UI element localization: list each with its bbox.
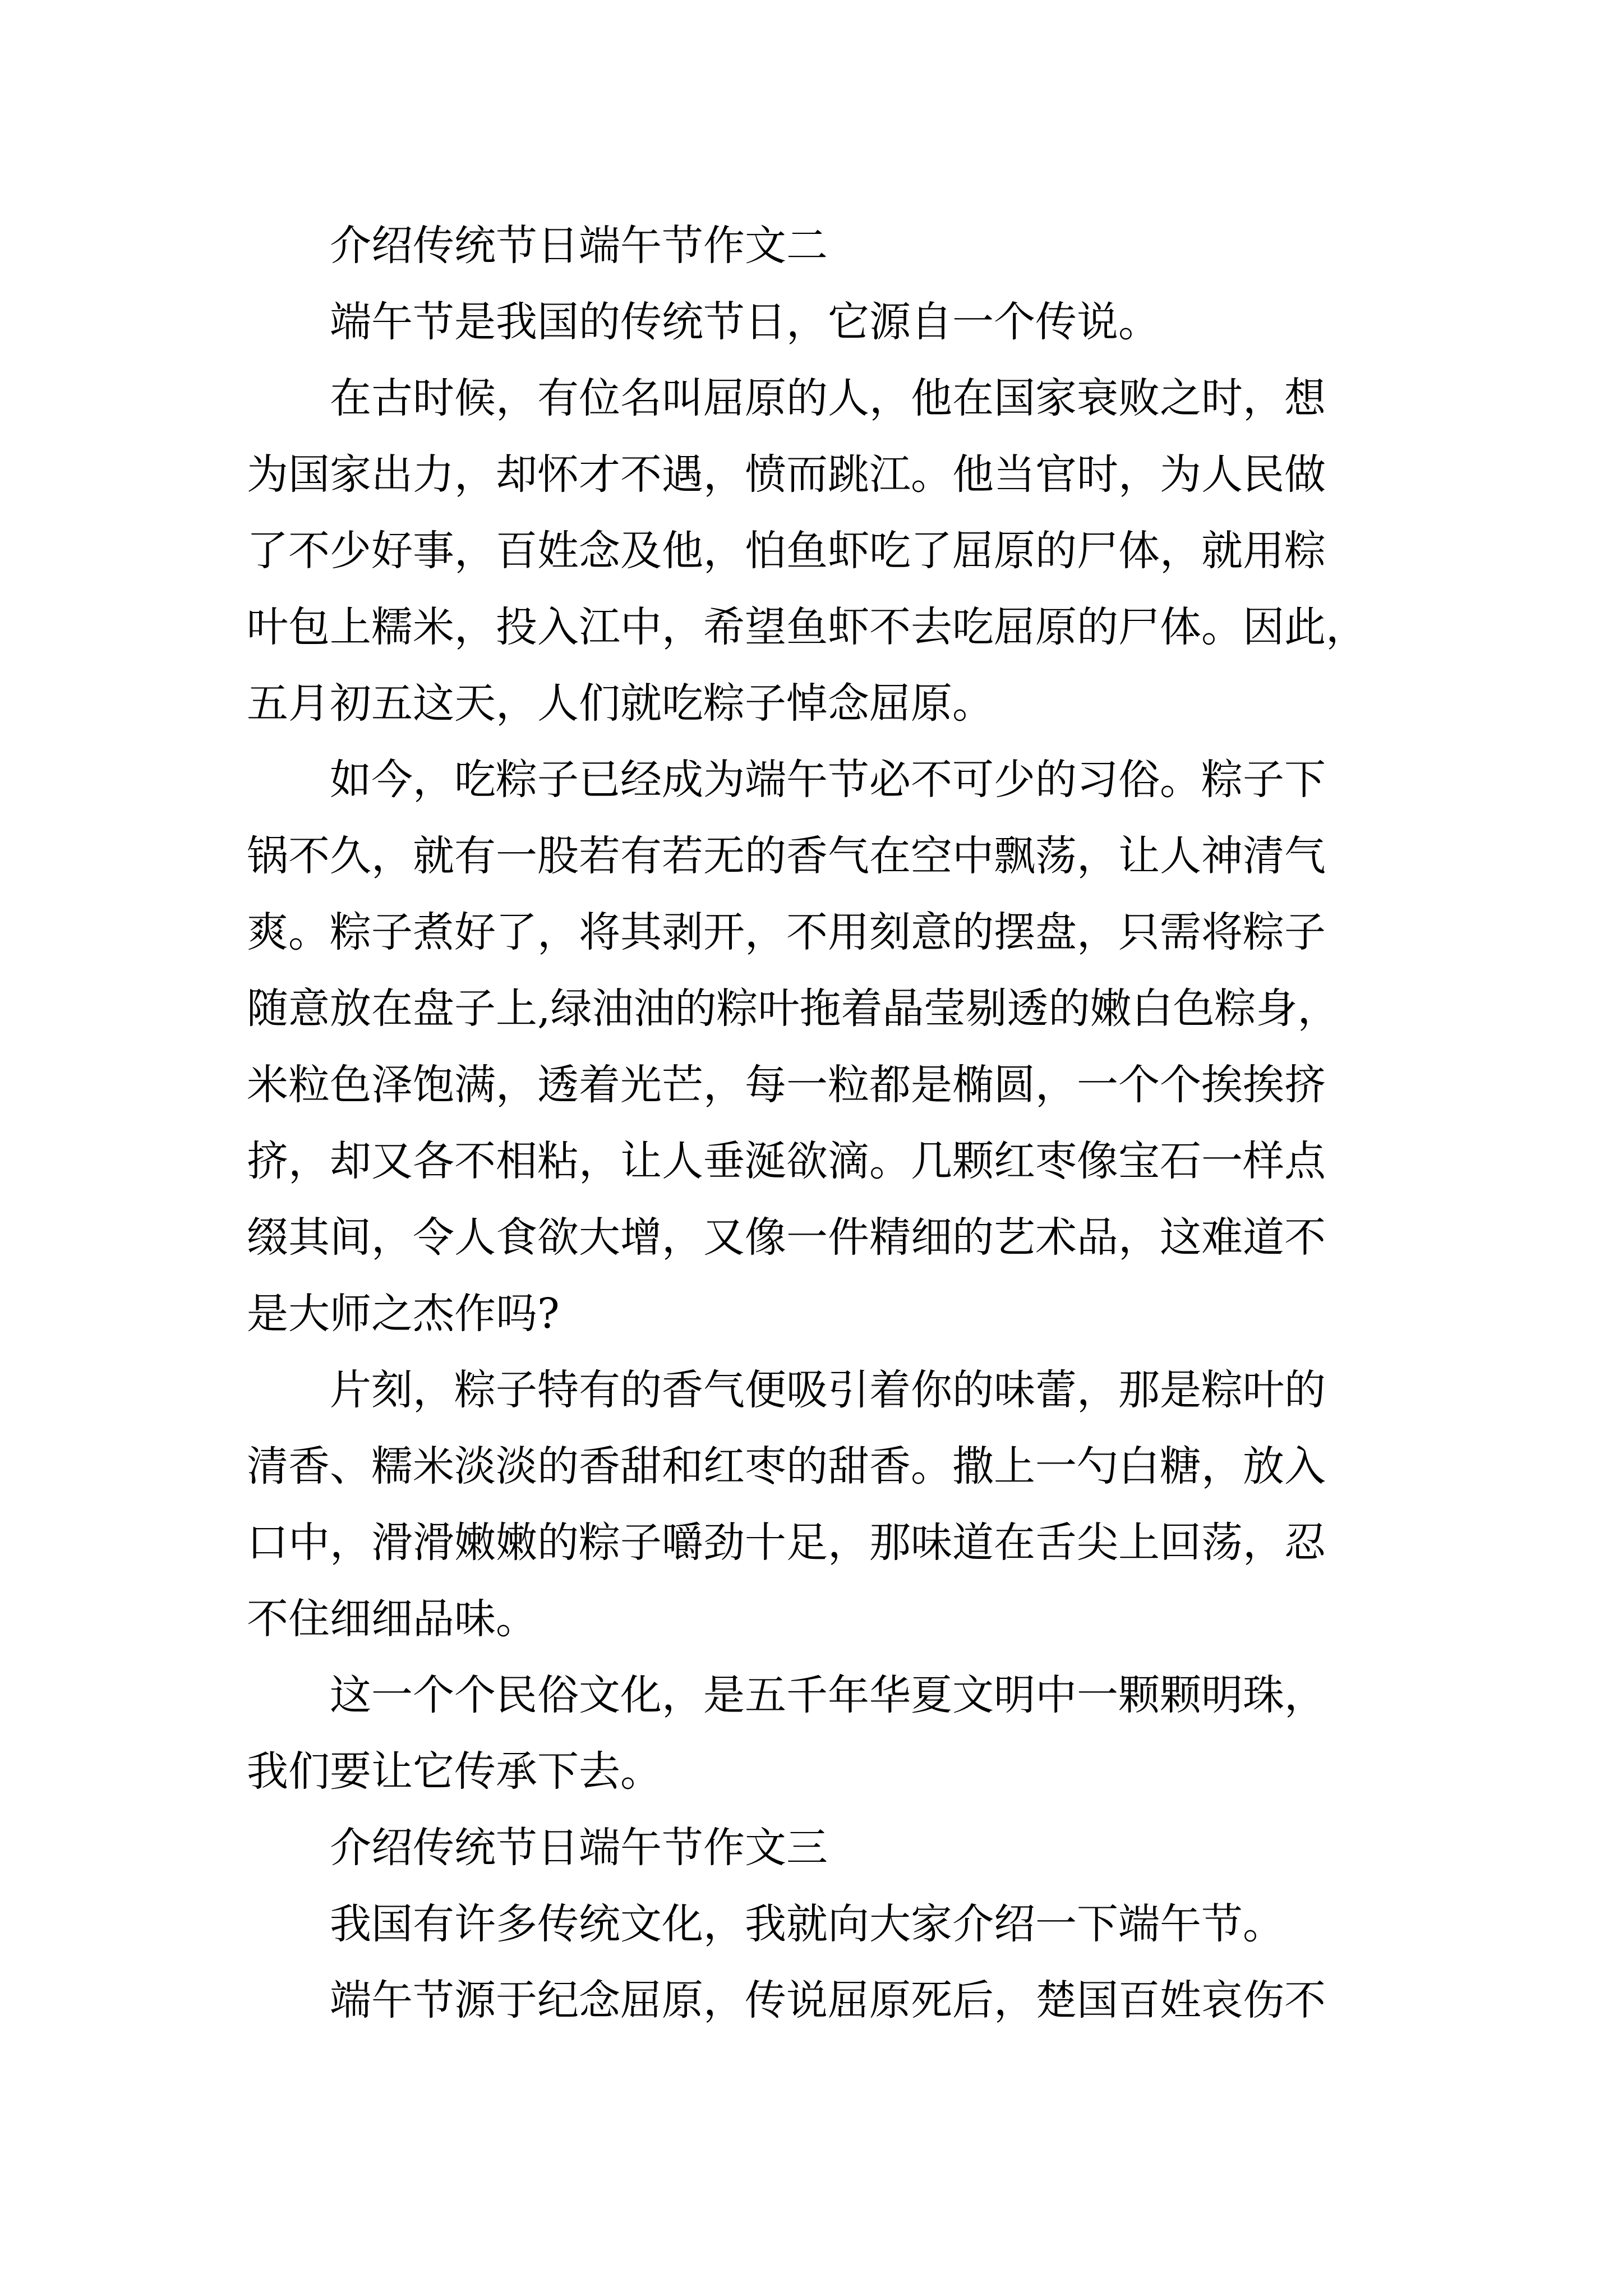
paragraph-line: 挤，却又各不相粘，让人垂涎欲滴。几颗红枣像宝石一样点 <box>247 1137 1326 1185</box>
paragraph-line: 口中，滑滑嫩嫩的粽子嚼劲十足，那味道在舌尖上回荡，忍 <box>247 1519 1326 1567</box>
document-body <box>247 208 1380 2039</box>
paragraph-line: 叶包上糯米，投入江中，希望鱼虾不去吃屈原的尸体。因此， <box>247 603 1367 651</box>
paragraph-line: 清香、糯米淡淡的香甜和红枣的甜香。撒上一勺白糖，放入 <box>247 1442 1326 1490</box>
paragraph-line: 爽。粽子煮好了，将其剥开，不用刻意的摆盘，只需将粽子 <box>247 908 1326 956</box>
paragraph-line: 了不少好事，百姓念及他，怕鱼虾吃了屈原的尸体，就用粽 <box>247 527 1326 575</box>
essay-heading-3: 介绍传统节日端午节作文三 <box>330 1824 828 1872</box>
paragraph-conclusion <box>247 1657 1380 1810</box>
paragraph-line: 五月初五这天，人们就吃粽子悼念屈原。 <box>247 679 994 728</box>
paragraph-zongzi-description <box>247 742 1380 1352</box>
paragraph-line: 是大师之杰作吗? <box>247 1290 560 1338</box>
paragraph-line: 片刻，粽子特有的香气便吸引着你的味蕾，那是粽叶的 <box>330 1366 1326 1414</box>
paragraph-line: 如今，吃粽子已经成为端午节必不可少的习俗。粽子下 <box>330 756 1326 804</box>
paragraph-line: 为国家出力，却怀才不遇，愤而跳江。他当官时，为人民做 <box>247 450 1326 499</box>
paragraph-line: 这一个个民俗文化，是五千年华夏文明中一颗颗明珠， <box>330 1671 1326 1719</box>
essay-heading-2: 介绍传统节日端午节作文二 <box>330 222 828 270</box>
paragraph-origin-intro: 端午节是我国的传统节日，它源自一个传说。 <box>330 298 1160 346</box>
paragraph-line: 在古时候，有位名叫屈原的人，他在国家衰败之时，想 <box>330 374 1326 422</box>
paragraph-essay3-origin: 端午节源于纪念屈原，传说屈原死后，楚国百姓哀伤不 <box>330 1976 1326 2024</box>
paragraph-line: 米粒色泽饱满，透着光芒，每一粒都是椭圆，一个个挨挨挤 <box>247 1061 1326 1109</box>
paragraph-essay3-intro: 我国有许多传统文化，我就向大家介绍一下端午节。 <box>330 1900 1284 1948</box>
paragraph-line: 缀其间，令人食欲大增，又像一件精细的艺术品，这难道不 <box>247 1213 1326 1262</box>
paragraph-zongzi-taste <box>247 1352 1380 1657</box>
paragraph-qu-yuan-legend <box>247 360 1380 742</box>
paragraph-line: 不住细细品味。 <box>247 1595 537 1643</box>
paragraph-line: 我们要让它传承下去。 <box>247 1747 662 1796</box>
paragraph-line: 随意放在盘子上,绿油油的粽叶拖着晶莹剔透的嫩白色粽身， <box>247 984 1339 1033</box>
paragraph-line: 锅不久，就有一股若有若无的香气在空中飘荡，让人神清气 <box>247 832 1326 880</box>
